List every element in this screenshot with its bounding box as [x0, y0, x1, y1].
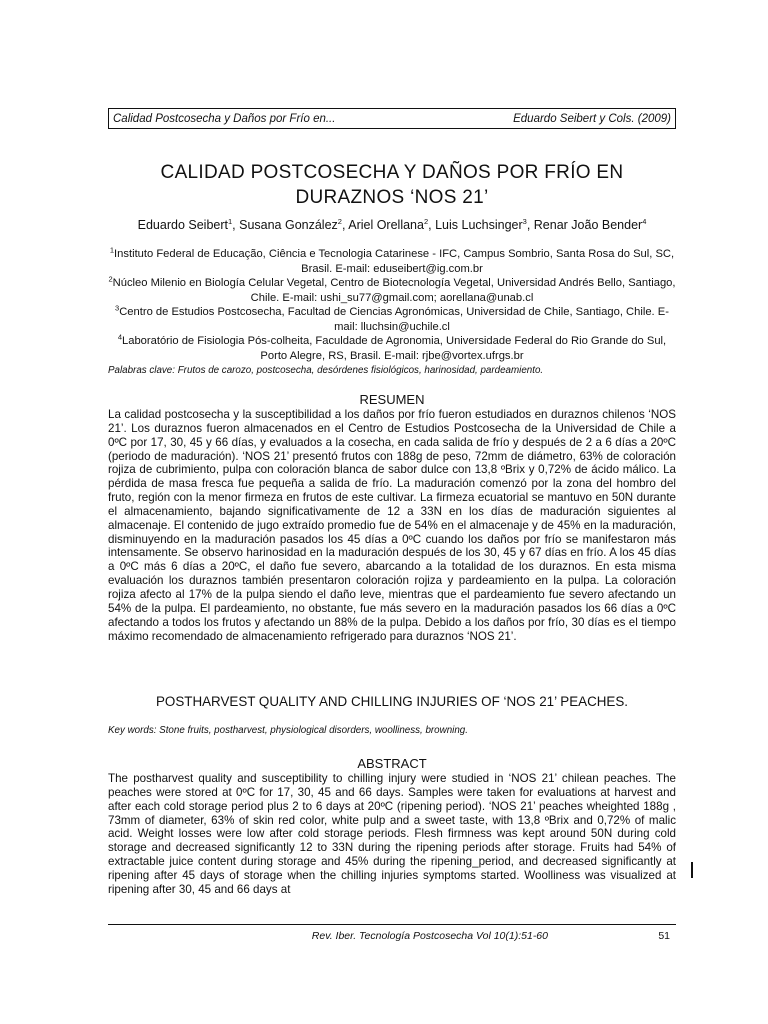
- abstract-body: The postharvest quality and susceptibility to chilling injury were studied in ‘NOS 21’ chilean peaches. The peaches were stored at 0ºC for 17, 30, 45 and 66 days. Samples were taken for evaluations at harvest and after each cold storage period plus 2 to 6 days at 20ºC (ripening period). ‘NOS 21’ peaches wheighted 188g , 73mm of diameter, 63% of skin red color, white pulp and a sweet taste, with 13,8 ºBrix and 0,72% of malic acid. Weight losses were low after cold storage periods. Flesh firmness was kept around 50N during cold storage and decreased significantly 12 to 33N during the ripening periods after storage. Fruits had 54% of extractable juice content during storage and 45% during the ripening_period, and decreased significantly at ripening after 45 days of storage when the chilling injuries symptoms started. Woolliness was visualized at ripening after 30, 45 and 66 days at: [108, 772, 676, 896]
- affiliation-text: Núcleo Milenio en Biología Celular Vegetal, Centro de Biotecnología Vegetal, Universidad Andrés Bello, Santiago, Chile. E-mail: ushi_su77@gmail.com; aorellana@unab.cl: [112, 277, 676, 304]
- author-name: Ariel Orellana: [348, 218, 424, 232]
- author-name: Eduardo Seibert: [137, 218, 228, 232]
- running-header: [108, 108, 676, 129]
- affiliation-text: Laboratório de Fisiologia Pós-colheita, Faculdade de Agronomia, Universidade Federal do Rio Grande do Sul, Porto Alegre, RS, Brasil. E-mail: rjbe@vortex.ufrgs.br: [122, 335, 667, 362]
- title-line-1: CALIDAD POSTCOSECHA Y DAÑOS POR FRÍO EN: [160, 162, 624, 183]
- affiliation-sup: 3: [115, 303, 120, 313]
- title-line-2: DURAZNOS ‘NOS 21’: [295, 187, 489, 208]
- author-sup: 2: [337, 216, 342, 226]
- affiliations: [108, 247, 676, 363]
- page-number: 51: [658, 930, 670, 942]
- affiliation: [108, 305, 676, 334]
- running-header-left: Calidad Postcosecha y Daños por Frío en...: [113, 112, 336, 125]
- affiliation-text: Centro de Estudios Postcosecha, Facultad de Ciencias Agronómicas, Universidad de Chile, Santiago, Chile. E-mail: lluchsin@uchile.cl: [119, 306, 669, 333]
- affiliation: [108, 334, 676, 363]
- affiliation-sup: 2: [108, 274, 113, 284]
- keywords-en: Key words: Stone fruits, postharvest, physiological disorders, woolliness, browning.: [108, 725, 468, 736]
- running-header-right: Eduardo Seibert y Cols. (2009): [513, 112, 671, 125]
- author-name: Renar João Bender: [533, 218, 643, 232]
- author-sup: 2: [423, 216, 429, 226]
- affiliation-sup: 4: [117, 332, 122, 342]
- english-title: POSTHARVEST QUALITY AND CHILLING INJURIES OF ‘NOS 21’ PEACHES.: [155, 694, 629, 709]
- affiliation: [108, 247, 676, 276]
- author-sup: 4: [642, 216, 647, 226]
- author-list: Eduardo Seibert$^1$, Susana González$^2$, Ariel Orellana$^2$, Luis Luchsinger$^3$, Renar João Bender$^4$: [137, 216, 647, 232]
- author-name: Susana González: [239, 218, 338, 232]
- affiliation-sup: 1: [109, 245, 115, 255]
- author-name: Luis Luchsinger: [435, 218, 523, 232]
- margin-bar: [691, 862, 693, 878]
- affiliation-text: Instituto Federal de Educação, Ciência e Tecnologia Catarinese - IFC, Campus Sombrio, Santa Rosa do Sul, SC, Brasil. E-mail: eduseibert@ig.com.br: [114, 248, 675, 275]
- affiliation: [108, 276, 676, 305]
- abstract-heading: ABSTRACT: [357, 756, 427, 771]
- resumen-heading: RESUMEN: [359, 392, 425, 407]
- footer-rule: [108, 924, 676, 925]
- paper-title: [108, 160, 676, 210]
- author-sup: 3: [522, 216, 527, 226]
- keywords-es: Palabras clave: Frutos de carozo, postcosecha, desórdenes fisiológicos, harinosidad, pardeamiento.: [108, 365, 544, 376]
- journal-citation: Rev. Iber. Tecnología Postcosecha Vol 10(1):51-60: [311, 930, 548, 942]
- resumen-body: La calidad postcosecha y la susceptibilidad a los daños por frío fueron estudiados en duraznos chilenos ‘NOS 21’. Los duraznos fueron almacenados en el Centro de Estudios Postcosecha de la Universidad de Chile a 0ºC por 17, 30, 45 y 66 días, y evaluados a la cosecha, en cada salida de frío y después de 2 a 6 días a 20ºC (periodo de maduración). ‘NOS 21’ presentó frutos con 188g de peso, 72mm de diámetro, 63% de coloración rojiza de cubrimiento, pulpa con coloración blanca de sabor dulce con 13,8 ºBrix y 0,72% de ácido málico. La pérdida de masa fresca fue pequeña a salida de frío. La maduración comenzó por la zona del hombro del fruto, región con la menor firmeza en frutos de este cultivar. La firmeza ecuatorial se mantuvo en 50N durante el almacenamiento, bajando significativamente de 12 a 33N en los días de maduración siguientes al almacenaje. El contenido de jugo extraído promedio fue de 54% en el almacenaje y de 45% en la maduración, disminuyendo en la maduración pasados los 45 días a 0ºC cuando los daños por frío se manifestaron más intensamente. Se observo harinosidad en la maduración después de los 30, 45 y 67 días en frío. A los 45 días a 0ºC más 6 días a 20ºC, el daño fue severo, abarcando a la totalidad de los duraznos. En esta misma evaluación los duraznos también presentaron coloración rojiza y pardeamiento en la pulpa. La coloración rojiza afecto al 17% de la pulpa siendo el daño leve, mientras que el pardeamiento fue severo afectando un 54% de la pulpa. El pardeamiento, no obstante, fue más severo en la maduración pasados los 66 días a 0ºC afectando a todos los frutos y afectando un 88% de la pulpa. Debido a los daños por frío, 30 días es el tiempo máximo recomendado de almacenamiento refrigerado para duraznos ‘NOS 21’.: [108, 408, 676, 643]
- author-sup: 1: [227, 216, 233, 226]
